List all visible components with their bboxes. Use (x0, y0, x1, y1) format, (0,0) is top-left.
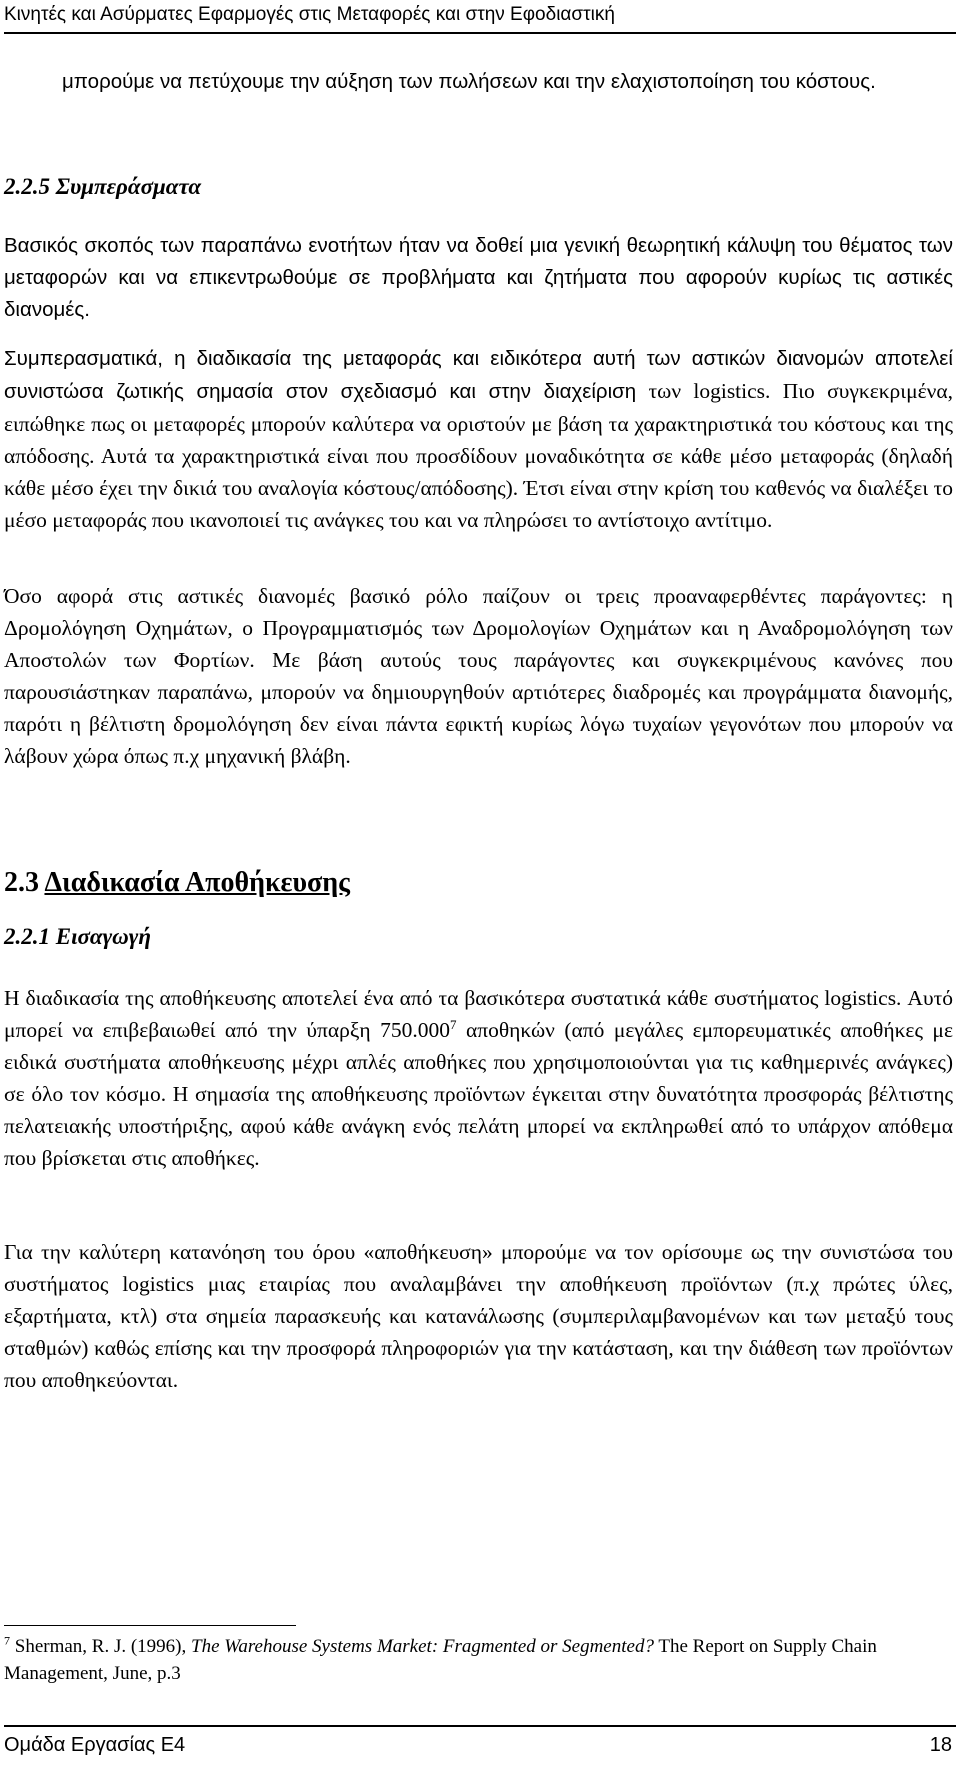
footnote-title: The Warehouse Systems Market: Fragmented or Segmented? (191, 1636, 654, 1657)
paragraph-storage-intro (4, 982, 953, 1174)
paragraph-storage-definition: Για την καλύτερη κατανόηση του όρου «αποθήκευση» μπορούμε να τον ορίσουμε ως την συνιστώσα του συστήματος logistics μιας εταιρίας που αναλαμβάνει την αποθήκευση προϊόντων (π.χ πρώτες ύλες, εξαρτήματα, κτλ) στα σημεία παρασκευής και κατανάλωσης (συμπεριλαμβανομένων και των μεταξύ τους σταθμών) καθώς επίσης και την προσφορά πληροφοριών για την κατάσταση, και την διάθεση των προϊόντων που αποθηκεύονται. (4, 1240, 953, 1392)
section-heading-2-3 (4, 866, 350, 900)
paragraph-conclusions-2-serif: των logistics. Πιο συγκεκριμένα, ειπώθηκε πως οι μεταφορές μπορούν καλύτερα να οριστούν με βάση τα χαρακτηριστικά του κόστους και της απόδοσης. Αυτά τα χαρακτηριστικά είναι που προσδίδουν μοναδικότητα σε κάθε μέσο μεταφοράς (δηλαδή κάθε μέσο έχει την δικιά του αναλογία κόστους/απόδοσης). Έτσι είναι στην κρίση του καθενός να διαλέξει το μέσο μεταφοράς που ικανοποιεί τις ανάγκες του και να πληρώσει το αντίστοιχο αντίτιμο. (4, 379, 953, 532)
paragraph-urban-distribution: Όσο αφορά στις αστικές διανομές βασικό ρόλο παίζουν οι τρεις προαναφερθέντες παράγοντες: η Δρομολόγηση Οχημάτων, ο Προγραμματισμός των Δρομολογίων Οχημάτων και η Αναδρομολόγηση των Αποστολών των Φορτίων. Με βάση αυτούς τους παράγοντες και συγκεκριμένους κανόνες που παρουσιάστηκαν παραπάνω, μπορούν να δημιουργηθούν αρτιότερες διαδρομές και προγράμματα διανομής, παρότι η βέλτιστη δρομολόγηση δεν είναι πάντα εφικτή κυρίως λόγω τυχαίων γεγονότων που μπορούν να λάβουν χώρα όπως π.χ μηχανική βλάβη. (4, 584, 953, 768)
header-divider (4, 32, 956, 34)
footnote-number: 7 (4, 1633, 10, 1648)
footnote (4, 1633, 953, 1687)
page-number: 18 (929, 1734, 952, 1756)
section-heading-2-3-number: 2.3 (4, 867, 45, 898)
footnote-text-a: Sherman, R. J. (1996), (10, 1636, 192, 1657)
footnote-text-b: The Report on Supply Chain Management, June, p.3 (4, 1636, 877, 1684)
paragraph-conclusions-1: Βασικός σκοπός των παραπάνω ενοτήτων ήταν να δοθεί μια γενική θεωρητική κάλυψη του θέματος των μεταφορών και να επικεντρωθούμε σε προβλήματα και ζητήματα που αφορούν κυρίως τις αστικές διανομές. (4, 234, 953, 321)
paragraph-storage-intro-a: Η διαδικασία της αποθήκευσης αποτελεί ένα από τα βασικότερα συστατικά κάθε συστήματος logistics. Αυτό μπορεί να επιβεβαιωθεί από την ύπαρξη 750.000 (4, 986, 953, 1042)
footnote-reference[interactable]: 7 (449, 1016, 457, 1032)
paragraph-conclusions-2 (4, 342, 953, 536)
footer-divider (4, 1725, 956, 1727)
section-heading-2-2-1: 2.2.1 Εισαγωγή (4, 924, 151, 949)
section-heading-2-3-title: Διαδικασία Αποθήκευσης (44, 867, 350, 898)
paragraph-continuation: μπορούμε να πετύχουμε την αύξηση των πωλήσεων και την ελαχιστοποίηση του κόστους. (62, 70, 876, 93)
paragraph-storage-intro-b: αποθηκών (από μεγάλες εμπορευματικές αποθήκες με ειδικά συστήματα αποθήκευσης μέχρι απλές αποθήκες που χρησιμοποιούνται για τις καθημερινές ανάγκες) σε όλο τον κόσμο. Η σημασία της αποθήκευσης προϊόντων έγκειται στην δυνατότητα προσφοράς βέλτιστης πελατειακής υποστήριξης, αφού κάθε ανάγκη ενός πελάτη μπορεί να εκπληρωθεί από το υπάρχον απόθεμα που βρίσκεται στις αποθήκες. (4, 1018, 953, 1170)
footer-group-name: Ομάδα Εργασίας Ε4 (4, 1734, 186, 1756)
footnote-divider (4, 1625, 296, 1626)
paragraph-conclusions-2-sans: Συμπερασματικά, η διαδικασία της μεταφοράς και ειδικότερα αυτή των αστικών διανομών αποτελεί συνιστώσα ζωτικής σημασία στον σχεδιασμό και στην διαχείριση (4, 347, 953, 403)
running-header: Κινητές και Ασύρματες Εφαρμογές στις Μεταφορές και στην Εφοδιαστική (4, 4, 615, 25)
section-heading-2-2-5: 2.2.5 Συμπεράσματα (4, 174, 202, 199)
